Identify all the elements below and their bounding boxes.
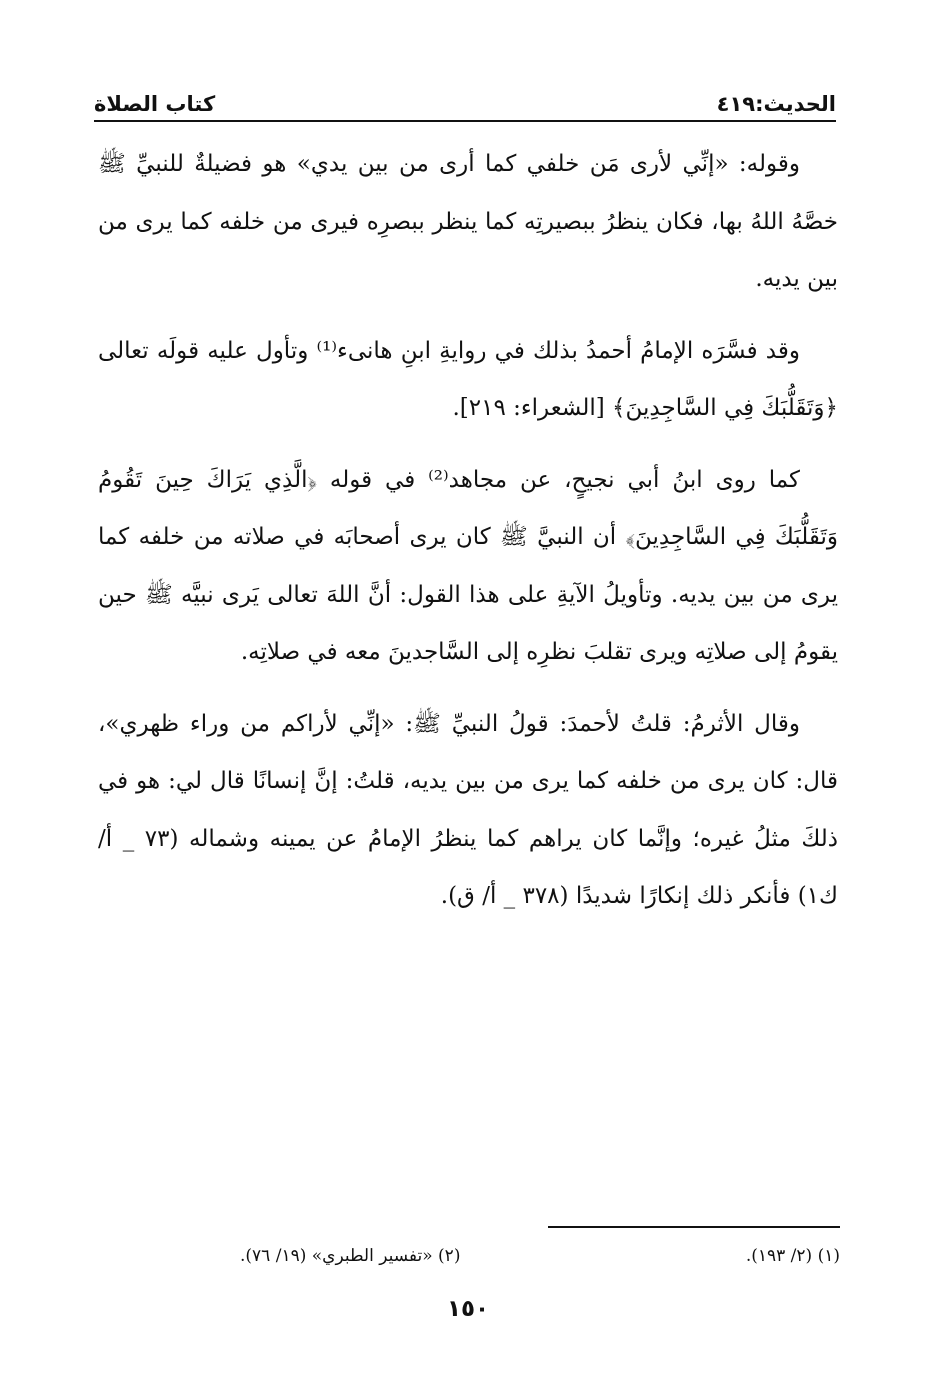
footnotes bbox=[240, 1246, 840, 1266]
paragraph: وقوله: «إنِّي لأرى مَن خلفي كما أرى من بين يدي» هو فضيلةٌ للنبيِّ ﷺ خصَّهُ اللهُ بها، فكان ينظرُ ببصيرتِه كما ينظر ببصرِه فيرى من خلفه كما يرى من بين يديه. bbox=[98, 151, 838, 292]
paragraph: وقال الأثرمُ: قلتُ لأحمدَ: قولُ النبيِّ ﷺ: «إنِّي لأراكم من وراء ظهري»، قال: كان يرى من خلفه كما يرى من بين يديه، قلتُ: إنَّ إنسانًا قال لي: هو في ذلكَ مثلُ غيره؛ وإنَّما كان يراهم كما ينظرُ الإمامُ عن يمينه وشماله (٧٣ _ أ/ ك١) فأنكر ذلك إنكارًا شديدًا (٣٧٨ _ أ/ ق). bbox=[98, 710, 838, 909]
book-title: كتاب الصلاة bbox=[94, 92, 216, 116]
running-header bbox=[94, 82, 836, 116]
footnote: (٢) «تفسير الطبري» (١٩/ ٧٦). bbox=[240, 1246, 461, 1266]
paragraph: كما روى ابنُ أبي نجيحٍ، عن مجاهد⁽²⁾ في قوله ﴿الَّذِي يَرَاكَ حِينَ تَقُومُ وَتَقَلُّبَكَ فِي السَّاجِدِينَ﴾ أن النبيَّ ﷺ كان يرى أصحابَه في صلاته من خلفه كما يرى من بين يديه. وتأويلُ الآيةِ على هذا القول: أنَّ اللهَ تعالى يَرى نبيَّه ﷺ حين يقومُ إلى صلاتِه ويرى تقلبَ نظرِه إلى السَّاجدينَ معه في صلاتِه. bbox=[98, 466, 838, 665]
footnote-divider bbox=[548, 1226, 840, 1228]
paragraph: وقد فسَّرَه الإمامُ أحمدُ بذلك في روايةِ ابنِ هانىء⁽¹⁾ وتأول عليه قولَه تعالى ﴿وَتَقَلُّبَكَ فِي السَّاجِدِينَ﴾ [الشعراء: ٢١٩]. bbox=[98, 337, 838, 421]
footnote: (١) (٢/ ١٩٣). bbox=[745, 1246, 840, 1266]
main-text bbox=[98, 136, 838, 940]
hadith-number-label: الحديث:٤١٩ bbox=[716, 92, 836, 116]
header-divider bbox=[94, 120, 836, 122]
page-number: ١٥٠ bbox=[446, 1296, 490, 1322]
